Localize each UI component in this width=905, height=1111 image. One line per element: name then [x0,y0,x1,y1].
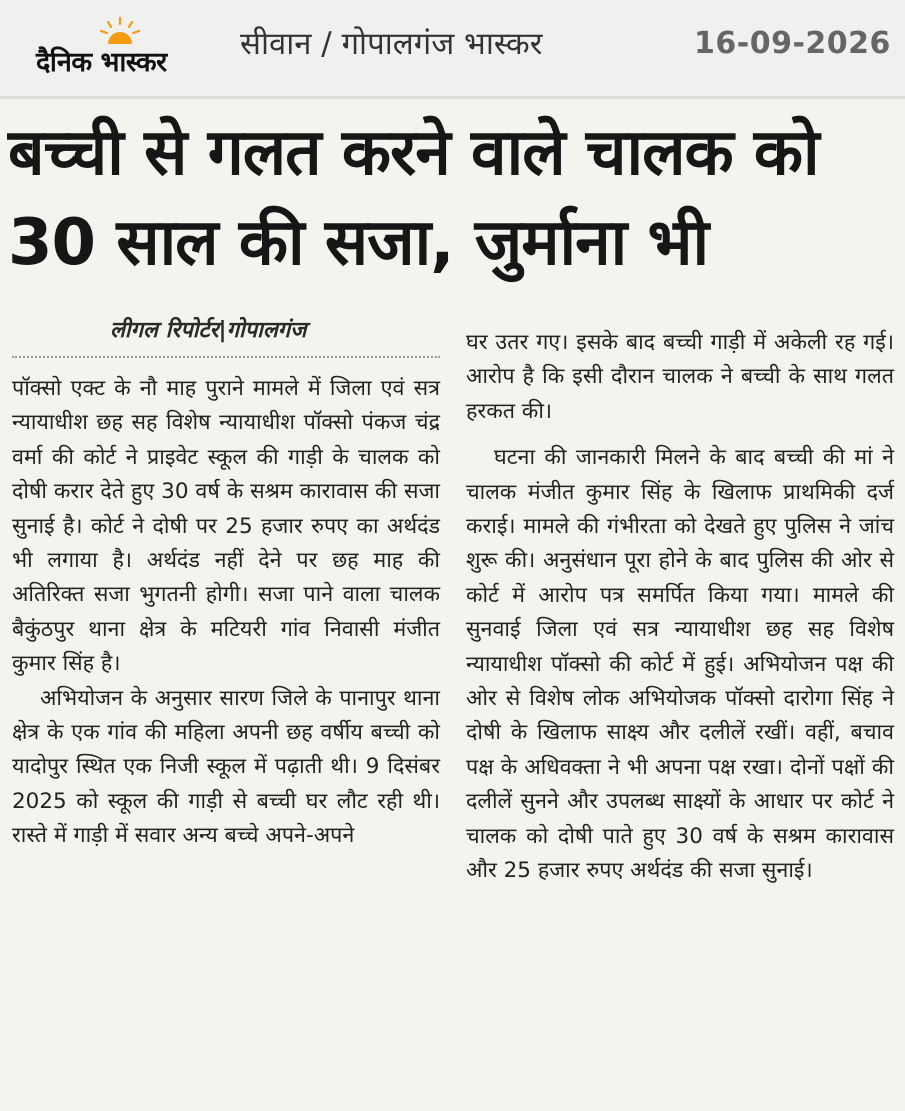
article-column-left [12,372,440,854]
headline: बच्ची से गलत करने वाले चालक को 30 साल की सजा, जुर्माना भी [8,116,819,280]
edition-title: सीवान / गोपालगंज भास्कर [240,26,543,62]
article-paragraph: अभियोजन के अनुसार सारण जिले के पानापुर थाना क्षेत्र के एक गांव की महिला अपनी छह वर्षीय बच्ची को यादोपुर स्थित एक निजी स्कूल में पढ़ाती थी। 9 दिसंबर 2025 को स्कूल की गाड़ी से बच्ची घर लौट रही थी। रास्ते में गाड़ी में सवार अन्य बच्चे अपने-अपने [12,685,440,849]
article-paragraph: पॉक्सो एक्ट के नौ माह पुराने मामले में जिला एवं सत्र न्यायाधीश छह सह विशेष न्यायाधीश पॉक्सो पंकज चंद्र वर्मा की कोर्ट ने प्राइवेट स्कूल की गाड़ी के चालक को दोषी करार देते हुए 30 वर्ष के सश्रम कारावास की सजा सुनाई है। कोर्ट ने दोषी पर 25 हजार रुपए का अर्थदंड भी लगाया है। अर्थदंड नहीं देने पर छह माह की अतिरिक्त सजा भुगतनी होगी। सजा पाने वाला चालक बैकुंठपुर थाना क्षेत्र के मटियरी गांव निवासी मंजीत कुमार सिंह है। [12,376,440,677]
article-paragraph: घर उतर गए। इसके बाद बच्ची गाड़ी में अकेली रह गई। आरोप है कि इसी दौरान चालक ने बच्ची के साथ गलत हरकत की। [466,330,894,424]
byline: लीगल रिपोर्टर|गोपालगंज [110,318,307,343]
publication-date: 16-09-2026 [694,26,891,61]
newspaper-logo [36,16,206,76]
logo-text: दैनिक भास्कर [36,47,167,78]
byline-divider [12,356,440,358]
masthead [0,0,905,99]
article-paragraph: घटना की जानकारी मिलने के बाद बच्ची की मां ने चालक मंजीत कुमार सिंह के खिलाफ प्राथमिकी दर्ज कराई। मामले की गंभीरता को देखते हुए पुलिस ने जांच शुरू की। अनुसंधान पूरा होने के बाद पुलिस की ओर से कोर्ट में आरोप पत्र समर्पित किया गया। मामले की सुनवाई जिला एवं सत्र न्यायाधीश छह सह विशेष न्यायाधीश पॉक्सो की कोर्ट में हुई। अभियोजन पक्ष की ओर से विशेष लोक अभियोजक पॉक्सो दारोगा सिंह ने दोषी के खिलाफ साक्ष्य और दलीलें रखीं। वहीं, बचाव पक्ष के अधिवक्ता ने भी अपना पक्ष रखा। दोनों पक्षों की दलीलें सुनने और उपलब्ध साक्ष्यों के आधार पर कोर्ट ने चालक को दोषी पाते हुए 30 वर्ष के सश्रम कारावास और 25 हजार रुपए अर्थदंड की सजा सुनाई। [466,445,894,884]
article-column-right [466,326,894,889]
